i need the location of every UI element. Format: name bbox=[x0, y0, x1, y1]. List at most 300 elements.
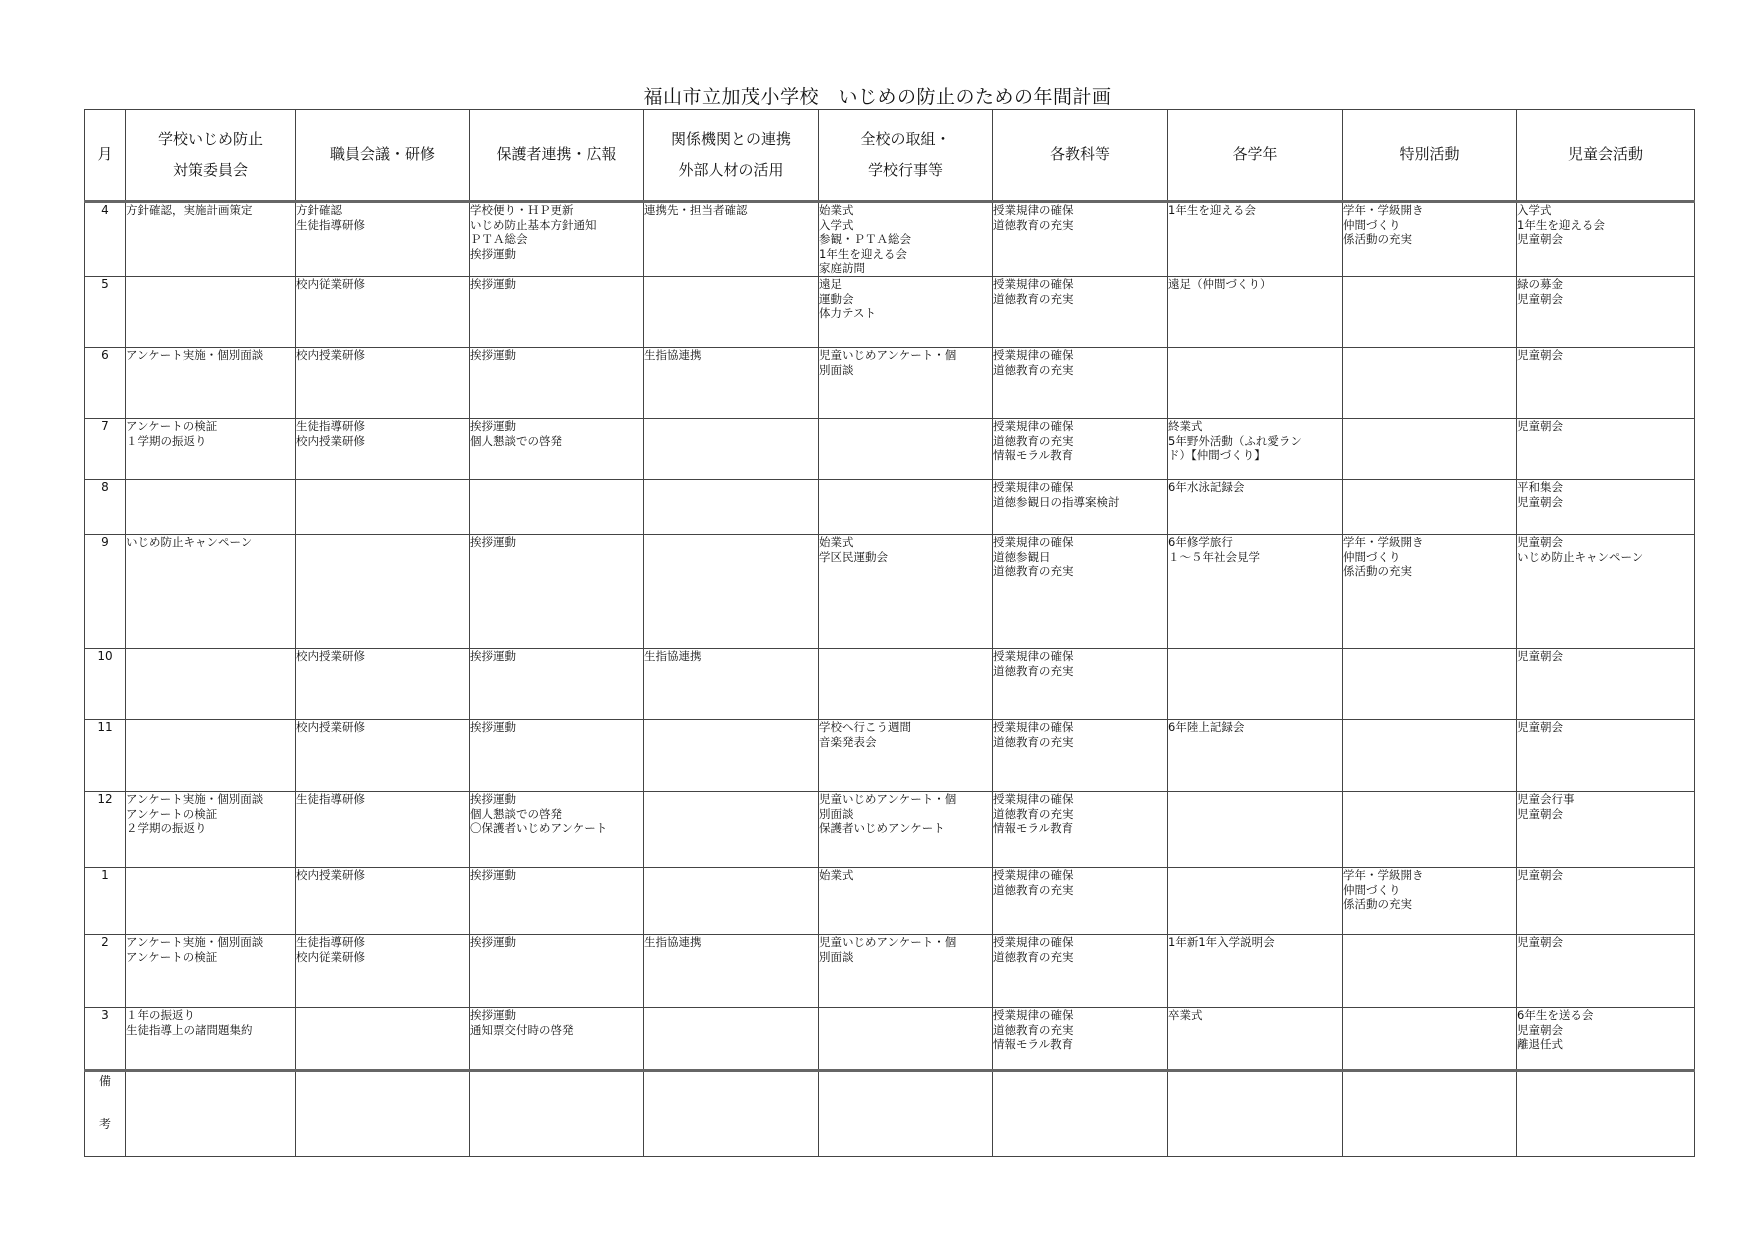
cell-line: 児童朝会 bbox=[1517, 935, 1563, 949]
cell-line: １～５年社会見学 bbox=[1168, 549, 1260, 564]
cell-line: 終業式 bbox=[1168, 419, 1203, 433]
cell-special-activities bbox=[1343, 1008, 1517, 1071]
cell-grades bbox=[1168, 1008, 1343, 1071]
cell-line: アンケート実施・個別面談 bbox=[126, 792, 264, 806]
month-cell: 3 bbox=[85, 1008, 126, 1071]
cell-line: 児童朝会 bbox=[1517, 348, 1563, 362]
cell-grades bbox=[1168, 419, 1343, 480]
table-row bbox=[85, 720, 1695, 792]
table-row bbox=[85, 202, 1695, 277]
cell-line: 学校便り・ＨＰ更新 bbox=[470, 203, 574, 217]
cell-student-council bbox=[1517, 649, 1695, 720]
cell-line: 仲間づくり bbox=[1343, 549, 1401, 564]
cell-subjects bbox=[993, 480, 1168, 535]
cell-line: 児童朝会 bbox=[1517, 291, 1563, 306]
cell-committee bbox=[126, 419, 296, 480]
cell-special-activities bbox=[1343, 419, 1517, 480]
cell-line: 連携先・担当者確認 bbox=[644, 203, 748, 217]
cell-line: 方針確認 bbox=[296, 203, 342, 217]
cell-committee bbox=[126, 535, 296, 649]
cell-special-activities bbox=[1343, 868, 1517, 935]
cell-staff bbox=[296, 935, 470, 1008]
cell-line: 児童いじめアンケート・個 bbox=[819, 792, 957, 806]
page-title: 福山市立加茂小学校 いじめの防止のための年間計画 bbox=[643, 86, 1112, 108]
header-line: 各教科等 bbox=[1049, 145, 1110, 164]
cell-grades bbox=[1168, 868, 1343, 935]
cell-grades bbox=[1168, 649, 1343, 720]
cell-guardians bbox=[470, 348, 644, 419]
table-row bbox=[85, 535, 1695, 649]
cell-line: 運動会 bbox=[819, 291, 854, 306]
cell-student-council bbox=[1517, 935, 1695, 1008]
cell-line: 体力テスト bbox=[819, 306, 877, 321]
month-cell: 11 bbox=[85, 720, 126, 792]
cell-line: 係活動の充実 bbox=[1343, 564, 1412, 579]
header-line: 全校の取組・ bbox=[860, 129, 951, 148]
cell-staff bbox=[296, 720, 470, 792]
cell-student-council bbox=[1517, 792, 1695, 868]
cell-line: 遠足 bbox=[819, 277, 842, 291]
cell-line: 1年新1年入学説明会 bbox=[1168, 935, 1275, 949]
cell-line: 道徳参観日の指導案検討 bbox=[993, 494, 1120, 509]
cell-grades bbox=[1168, 277, 1343, 348]
cell-line: アンケート実施・個別面談 bbox=[126, 935, 264, 949]
cell-school-events bbox=[819, 348, 993, 419]
cell-grades bbox=[1168, 202, 1343, 277]
cell-line: 挨拶運動 bbox=[470, 246, 516, 261]
cell-line: 校内授業研修 bbox=[296, 868, 365, 882]
cell-agencies bbox=[644, 419, 819, 480]
cell-school-events bbox=[819, 868, 993, 935]
cell-line: 挨拶運動 bbox=[470, 720, 516, 734]
cell-line: 道徳教育の充実 bbox=[993, 806, 1074, 821]
cell-line: 校内授業研修 bbox=[296, 348, 365, 362]
cell-line: 校内授業研修 bbox=[296, 649, 365, 663]
table-row bbox=[85, 277, 1695, 348]
cell-line: 授業規律の確保 bbox=[993, 348, 1074, 362]
remarks-cell bbox=[1517, 1071, 1695, 1157]
cell-student-council bbox=[1517, 1008, 1695, 1071]
cell-grades bbox=[1168, 720, 1343, 792]
cell-subjects bbox=[993, 792, 1168, 868]
cell-line: いじめ防止キャンペーン bbox=[1517, 549, 1644, 564]
cell-line: 児童朝会 bbox=[1517, 649, 1563, 663]
cell-line: 道徳教育の充実 bbox=[993, 949, 1074, 964]
cell-line: 道徳教育の充実 bbox=[993, 362, 1074, 377]
cell-line: 道徳参観日 bbox=[993, 549, 1051, 564]
header-school-events bbox=[819, 110, 993, 202]
cell-line: 別面談 bbox=[819, 949, 854, 964]
cell-line: 授業規律の確保 bbox=[993, 1008, 1074, 1022]
cell-line: 遠足（仲間づくり） bbox=[1168, 277, 1272, 291]
cell-committee bbox=[126, 935, 296, 1008]
cell-line: 授業規律の確保 bbox=[993, 868, 1074, 882]
cell-committee bbox=[126, 480, 296, 535]
table-row bbox=[85, 1008, 1695, 1071]
month-cell: 1 bbox=[85, 868, 126, 935]
cell-line: 生指協連携 bbox=[644, 649, 702, 663]
month-cell: 7 bbox=[85, 419, 126, 480]
cell-line: 平和集会 bbox=[1517, 480, 1563, 494]
cell-line: 入学式 bbox=[1517, 203, 1552, 217]
cell-line: 挨拶運動 bbox=[470, 1008, 516, 1022]
cell-line: 学年・学級開き bbox=[1343, 868, 1424, 882]
header-line: 特別活動 bbox=[1399, 145, 1460, 164]
cell-committee bbox=[126, 348, 296, 419]
month-cell: 2 bbox=[85, 935, 126, 1008]
cell-school-events bbox=[819, 419, 993, 480]
remarks-cell bbox=[993, 1071, 1168, 1157]
cell-staff bbox=[296, 277, 470, 348]
cell-line: 挨拶運動 bbox=[470, 868, 516, 882]
cell-agencies bbox=[644, 1008, 819, 1071]
cell-line: 児童朝会 bbox=[1517, 1022, 1563, 1037]
cell-subjects bbox=[993, 419, 1168, 480]
header-staff bbox=[296, 110, 470, 202]
cell-line: 家庭訪問 bbox=[819, 261, 865, 276]
cell-committee bbox=[126, 792, 296, 868]
remarks-label bbox=[85, 1071, 126, 1157]
cell-line: 授業規律の確保 bbox=[993, 277, 1074, 291]
cell-staff bbox=[296, 480, 470, 535]
cell-line: 挨拶運動 bbox=[470, 419, 516, 433]
header-line: 学校行事等 bbox=[867, 161, 943, 179]
month-cell: 9 bbox=[85, 535, 126, 649]
cell-grades bbox=[1168, 935, 1343, 1008]
cell-line: 児童朝会 bbox=[1517, 868, 1563, 882]
cell-special-activities bbox=[1343, 480, 1517, 535]
cell-staff bbox=[296, 868, 470, 935]
header-student-council bbox=[1517, 110, 1695, 202]
cell-agencies bbox=[644, 348, 819, 419]
cell-special-activities bbox=[1343, 348, 1517, 419]
cell-special-activities bbox=[1343, 535, 1517, 649]
cell-line: 6年水泳記録会 bbox=[1168, 480, 1245, 494]
cell-line: 授業規律の確保 bbox=[993, 480, 1074, 494]
remarks-cell bbox=[644, 1071, 819, 1157]
annual-plan-table bbox=[84, 109, 1695, 1157]
cell-line: 別面談 bbox=[819, 806, 854, 821]
cell-line: アンケートの検証 bbox=[126, 806, 218, 821]
cell-line: 始業式 bbox=[819, 535, 854, 549]
cell-line: 学年・学級開き bbox=[1343, 203, 1424, 217]
header-committee bbox=[126, 110, 296, 202]
cell-guardians bbox=[470, 1008, 644, 1071]
cell-special-activities bbox=[1343, 935, 1517, 1008]
header-line: 対策委員会 bbox=[172, 161, 248, 179]
cell-staff bbox=[296, 649, 470, 720]
cell-line: 道徳教育の充実 bbox=[993, 663, 1074, 678]
cell-subjects bbox=[993, 277, 1168, 348]
cell-line: 仲間づくり bbox=[1343, 217, 1401, 232]
cell-committee bbox=[126, 277, 296, 348]
cell-staff bbox=[296, 419, 470, 480]
cell-line: 授業規律の確保 bbox=[993, 792, 1074, 806]
cell-line: 通知票交付時の啓発 bbox=[470, 1022, 574, 1037]
cell-line: 生指協連携 bbox=[644, 935, 702, 949]
cell-line: アンケートの検証 bbox=[126, 419, 218, 433]
cell-guardians bbox=[470, 935, 644, 1008]
table-row bbox=[85, 419, 1695, 480]
cell-school-events bbox=[819, 792, 993, 868]
cell-line: ＰＴＡ総会 bbox=[470, 232, 528, 247]
cell-committee bbox=[126, 649, 296, 720]
cell-line: 挨拶運動 bbox=[470, 535, 516, 549]
header-line: 学校いじめ防止 bbox=[157, 129, 263, 148]
cell-agencies bbox=[644, 868, 819, 935]
remarks-cell bbox=[126, 1071, 296, 1157]
cell-line: 別面談 bbox=[819, 362, 854, 377]
cell-school-events bbox=[819, 535, 993, 649]
cell-agencies bbox=[644, 202, 819, 277]
remarks-label-char: 考 bbox=[98, 1117, 111, 1131]
header-month bbox=[85, 110, 126, 202]
cell-line: 児童いじめアンケート・個 bbox=[819, 348, 957, 362]
header-guardians bbox=[470, 110, 644, 202]
cell-line: 児童朝会 bbox=[1517, 720, 1563, 734]
cell-line: 挨拶運動 bbox=[470, 792, 516, 806]
cell-line: 挨拶運動 bbox=[470, 277, 516, 291]
cell-guardians bbox=[470, 792, 644, 868]
cell-school-events bbox=[819, 202, 993, 277]
cell-line: 係活動の充実 bbox=[1343, 897, 1412, 912]
table-row bbox=[85, 935, 1695, 1008]
cell-student-council bbox=[1517, 535, 1695, 649]
cell-line: 係活動の充実 bbox=[1343, 232, 1412, 247]
cell-line: 授業規律の確保 bbox=[993, 419, 1074, 433]
cell-line: 道徳教育の充実 bbox=[993, 564, 1074, 579]
cell-line: 校内授業研修 bbox=[296, 720, 365, 734]
cell-line: 授業規律の確保 bbox=[993, 649, 1074, 663]
cell-guardians bbox=[470, 720, 644, 792]
cell-student-council bbox=[1517, 868, 1695, 935]
cell-line: 情報モラル教育 bbox=[993, 448, 1074, 463]
cell-line: 児童朝会 bbox=[1517, 535, 1563, 549]
table-row bbox=[85, 792, 1695, 868]
cell-line: 6年生を送る会 bbox=[1517, 1008, 1594, 1022]
cell-line: アンケート実施・個別面談 bbox=[126, 348, 264, 362]
header-line: 外部人材の活用 bbox=[678, 161, 784, 179]
cell-grades bbox=[1168, 480, 1343, 535]
table-row bbox=[85, 868, 1695, 935]
cell-guardians bbox=[470, 277, 644, 348]
remarks-cell bbox=[296, 1071, 470, 1157]
cell-school-events bbox=[819, 277, 993, 348]
header-special-activities bbox=[1343, 110, 1517, 202]
cell-special-activities bbox=[1343, 202, 1517, 277]
cell-subjects bbox=[993, 202, 1168, 277]
cell-line: 方針確認，実施計画策定 bbox=[126, 203, 253, 217]
cell-committee bbox=[126, 1008, 296, 1071]
cell-committee bbox=[126, 868, 296, 935]
cell-guardians bbox=[470, 868, 644, 935]
cell-staff bbox=[296, 535, 470, 649]
cell-guardians bbox=[470, 535, 644, 649]
cell-grades bbox=[1168, 348, 1343, 419]
cell-staff bbox=[296, 792, 470, 868]
cell-line: 授業規律の確保 bbox=[993, 535, 1074, 549]
cell-line: 学区民運動会 bbox=[819, 549, 888, 564]
cell-school-events bbox=[819, 720, 993, 792]
cell-line: 挨拶運動 bbox=[470, 935, 516, 949]
cell-subjects bbox=[993, 535, 1168, 649]
cell-special-activities bbox=[1343, 277, 1517, 348]
cell-line: 道徳教育の充実 bbox=[993, 734, 1074, 749]
cell-subjects bbox=[993, 649, 1168, 720]
header-line: 各学年 bbox=[1232, 145, 1278, 164]
header-line: 職員会議・研修 bbox=[329, 145, 435, 164]
month-cell: 10 bbox=[85, 649, 126, 720]
cell-student-council bbox=[1517, 348, 1695, 419]
cell-line: 授業規律の確保 bbox=[993, 935, 1074, 949]
cell-line: 生徒指導研修 bbox=[296, 419, 365, 433]
header-row bbox=[85, 110, 1695, 202]
cell-line: 6年修学旅行 bbox=[1168, 535, 1233, 549]
month-cell: 12 bbox=[85, 792, 126, 868]
cell-guardians bbox=[470, 202, 644, 277]
cell-line: 生徒指導研修 bbox=[296, 935, 365, 949]
table-row bbox=[85, 480, 1695, 535]
cell-subjects bbox=[993, 1008, 1168, 1071]
cell-agencies bbox=[644, 277, 819, 348]
cell-subjects bbox=[993, 935, 1168, 1008]
cell-guardians bbox=[470, 419, 644, 480]
cell-line: 5年野外活動（ふれ愛ラン bbox=[1168, 433, 1302, 448]
cell-line: １年の振返り bbox=[126, 1008, 195, 1022]
remarks-label-char: 備 bbox=[98, 1074, 111, 1088]
cell-agencies bbox=[644, 720, 819, 792]
cell-school-events bbox=[819, 649, 993, 720]
cell-special-activities bbox=[1343, 792, 1517, 868]
cell-grades bbox=[1168, 535, 1343, 649]
cell-line: 児童朝会 bbox=[1517, 494, 1563, 509]
cell-line: 生徒指導上の諸問題集約 bbox=[126, 1022, 253, 1037]
cell-line: 学校へ行こう週間 bbox=[819, 720, 911, 734]
cell-line: 個人懇談での啓発 bbox=[470, 806, 562, 821]
cell-line: 挨拶運動 bbox=[470, 649, 516, 663]
cell-line: 離退任式 bbox=[1517, 1037, 1563, 1052]
cell-subjects bbox=[993, 348, 1168, 419]
cell-line: 保護者いじめアンケート bbox=[819, 821, 945, 836]
cell-line: 授業規律の確保 bbox=[993, 203, 1074, 217]
cell-staff bbox=[296, 348, 470, 419]
header-subjects bbox=[993, 110, 1168, 202]
cell-line: 生徒指導研修 bbox=[296, 792, 365, 806]
cell-student-council bbox=[1517, 202, 1695, 277]
cell-line: 緑の募金 bbox=[1517, 277, 1563, 291]
cell-line: 学年・学級開き bbox=[1343, 535, 1424, 549]
cell-agencies bbox=[644, 480, 819, 535]
cell-committee bbox=[126, 202, 296, 277]
cell-guardians bbox=[470, 649, 644, 720]
cell-staff bbox=[296, 1008, 470, 1071]
header-agencies bbox=[644, 110, 819, 202]
cell-line: 道徳教育の充実 bbox=[993, 433, 1074, 448]
cell-guardians bbox=[470, 480, 644, 535]
cell-grades bbox=[1168, 792, 1343, 868]
cell-line: ド）【仲間づくり】 bbox=[1168, 448, 1266, 463]
cell-line: 情報モラル教育 bbox=[993, 1037, 1074, 1052]
remarks-cell bbox=[1343, 1071, 1517, 1157]
month-cell: 5 bbox=[85, 277, 126, 348]
header-grades bbox=[1168, 110, 1343, 202]
month-cell: 8 bbox=[85, 480, 126, 535]
cell-line: １学期の振返り bbox=[126, 433, 207, 448]
cell-line: 1年生を迎える会 bbox=[1517, 217, 1605, 232]
cell-line: 始業式 bbox=[819, 868, 854, 882]
cell-special-activities bbox=[1343, 720, 1517, 792]
remarks-cell bbox=[1168, 1071, 1343, 1157]
cell-line: いじめ防止基本方針通知 bbox=[470, 217, 597, 232]
header-line: 児童会活動 bbox=[1567, 145, 1643, 164]
cell-line: 児童朝会 bbox=[1517, 232, 1563, 247]
header-line: 月 bbox=[97, 145, 113, 164]
remarks-cell bbox=[470, 1071, 644, 1157]
cell-line: ２学期の振返り bbox=[126, 821, 207, 836]
cell-line: いじめ防止キャンペーン bbox=[126, 535, 253, 549]
table-row bbox=[85, 649, 1695, 720]
cell-line: 道徳教育の充実 bbox=[993, 882, 1074, 897]
cell-student-council bbox=[1517, 277, 1695, 348]
cell-line: 生指協連携 bbox=[644, 348, 702, 362]
cell-line: 道徳教育の充実 bbox=[993, 1022, 1074, 1037]
cell-line: 1年生を迎える会 bbox=[819, 246, 907, 261]
cell-student-council bbox=[1517, 419, 1695, 480]
cell-line: アンケートの検証 bbox=[126, 949, 218, 964]
cell-student-council bbox=[1517, 480, 1695, 535]
cell-line: 児童いじめアンケート・個 bbox=[819, 935, 957, 949]
month-cell: 6 bbox=[85, 348, 126, 419]
header-line: 保護者連携・広報 bbox=[496, 145, 617, 164]
cell-line: 音楽発表会 bbox=[819, 734, 877, 749]
cell-line: 1年生を迎える会 bbox=[1168, 203, 1256, 217]
cell-special-activities bbox=[1343, 649, 1517, 720]
cell-line: 〇保護者いじめアンケート bbox=[470, 821, 608, 836]
cell-committee bbox=[126, 720, 296, 792]
cell-student-council bbox=[1517, 720, 1695, 792]
cell-line: 校内授業研修 bbox=[296, 433, 365, 448]
cell-school-events bbox=[819, 935, 993, 1008]
cell-line: 個人懇談での啓発 bbox=[470, 433, 562, 448]
cell-staff bbox=[296, 202, 470, 277]
cell-line: 校内従業研修 bbox=[296, 277, 365, 291]
cell-agencies bbox=[644, 649, 819, 720]
cell-line: 入学式 bbox=[819, 217, 854, 232]
cell-line: 授業規律の確保 bbox=[993, 720, 1074, 734]
cell-line: 卒業式 bbox=[1168, 1008, 1203, 1022]
cell-agencies bbox=[644, 935, 819, 1008]
cell-line: 仲間づくり bbox=[1343, 882, 1401, 897]
cell-line: 始業式 bbox=[819, 203, 854, 217]
cell-line: 生徒指導研修 bbox=[296, 217, 365, 232]
cell-subjects bbox=[993, 720, 1168, 792]
cell-agencies bbox=[644, 535, 819, 649]
cell-line: 児童会行事 bbox=[1517, 792, 1575, 806]
cell-agencies bbox=[644, 792, 819, 868]
cell-line: 参観・ＰＴＡ総会 bbox=[819, 232, 911, 247]
cell-line: 児童朝会 bbox=[1517, 806, 1563, 821]
remarks-row bbox=[85, 1071, 1695, 1157]
cell-line: 情報モラル教育 bbox=[993, 821, 1074, 836]
cell-school-events bbox=[819, 480, 993, 535]
cell-line: 道徳教育の充実 bbox=[993, 217, 1074, 232]
remarks-cell bbox=[819, 1071, 993, 1157]
cell-line: 校内従業研修 bbox=[296, 949, 365, 964]
cell-line: 児童朝会 bbox=[1517, 419, 1563, 433]
cell-line: 挨拶運動 bbox=[470, 348, 516, 362]
cell-school-events bbox=[819, 1008, 993, 1071]
cell-line: 6年陸上記録会 bbox=[1168, 720, 1245, 734]
